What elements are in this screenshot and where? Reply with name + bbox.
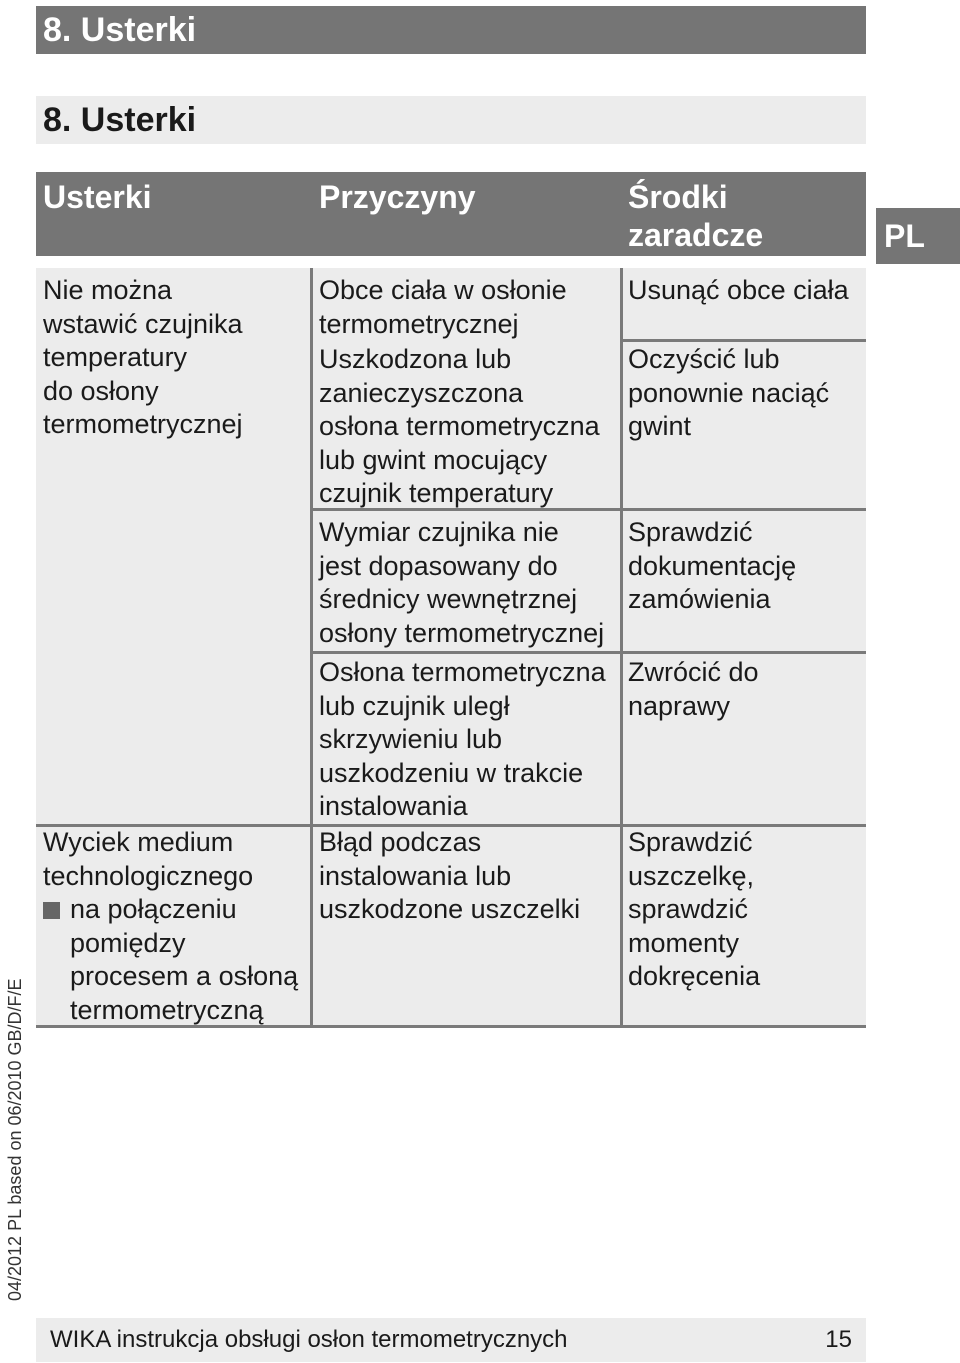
table-header	[36, 172, 866, 256]
row-divider	[620, 339, 866, 342]
column-header-causes: Przyczyny	[319, 179, 476, 215]
document-version-note: 04/2012 PL based on 06/2010 GB/D/F/E	[5, 978, 25, 1301]
page-number: 15	[825, 1326, 852, 1353]
language-tab: PL	[876, 208, 960, 264]
table-cell-cause: Wymiar czujnika nie jest dopasowany do średnicy wewnętrznej osłony termometrycznej	[319, 517, 605, 648]
table-cell-fault: Wyciek medium technologicznego	[43, 827, 254, 891]
footer-title: WIKA instrukcja obsługi osłon termometrycznych	[50, 1326, 568, 1353]
column-divider	[620, 268, 623, 1028]
bullet-square-icon	[43, 902, 60, 919]
table-cell-remedy: Usunąć obce ciała	[628, 275, 849, 305]
table-cell-cause: Obce ciała w osłonie termometrycznej	[319, 275, 567, 339]
table-cell-cause: Osłona termometryczna lub czujnik uległ skrzywieniu lub uszkodzeniu w trakcie instalowania	[319, 657, 606, 821]
table-cell-remedy: Sprawdzić uszczelkę, sprawdzić momenty dokręcenia	[628, 827, 761, 991]
column-header-remedies: Środki zaradcze	[628, 179, 764, 253]
section-bar: 8. Usterki	[36, 6, 866, 54]
table-cell-remedy: Oczyścić lub ponownie naciąć gwint	[628, 344, 830, 441]
table-cell-cause: Uszkodzona lub zanieczyszczona osłona termometryczna lub gwint mocujący czujnik temperatury	[319, 344, 600, 508]
section-heading: 8. Usterki	[36, 96, 866, 144]
column-header-faults: Usterki	[43, 179, 152, 215]
table-cell-cause: Błąd podczas instalowania lub uszkodzone uszczelki	[319, 827, 581, 924]
table-cell-fault: Nie można wstawić czujnika temperatury do osłony termometrycznej	[43, 275, 243, 439]
bullet-text: na połączeniu pomiędzy procesem a osłoną termometryczną	[70, 894, 299, 1025]
row-divider	[310, 651, 866, 654]
table-cell-remedy: Zwrócić do naprawy	[628, 657, 759, 721]
bullet-item	[43, 893, 313, 1033]
page-footer	[36, 1318, 866, 1362]
faults-table	[36, 268, 866, 1028]
table-cell-remedy: Sprawdzić dokumentację zamówienia	[628, 517, 797, 614]
